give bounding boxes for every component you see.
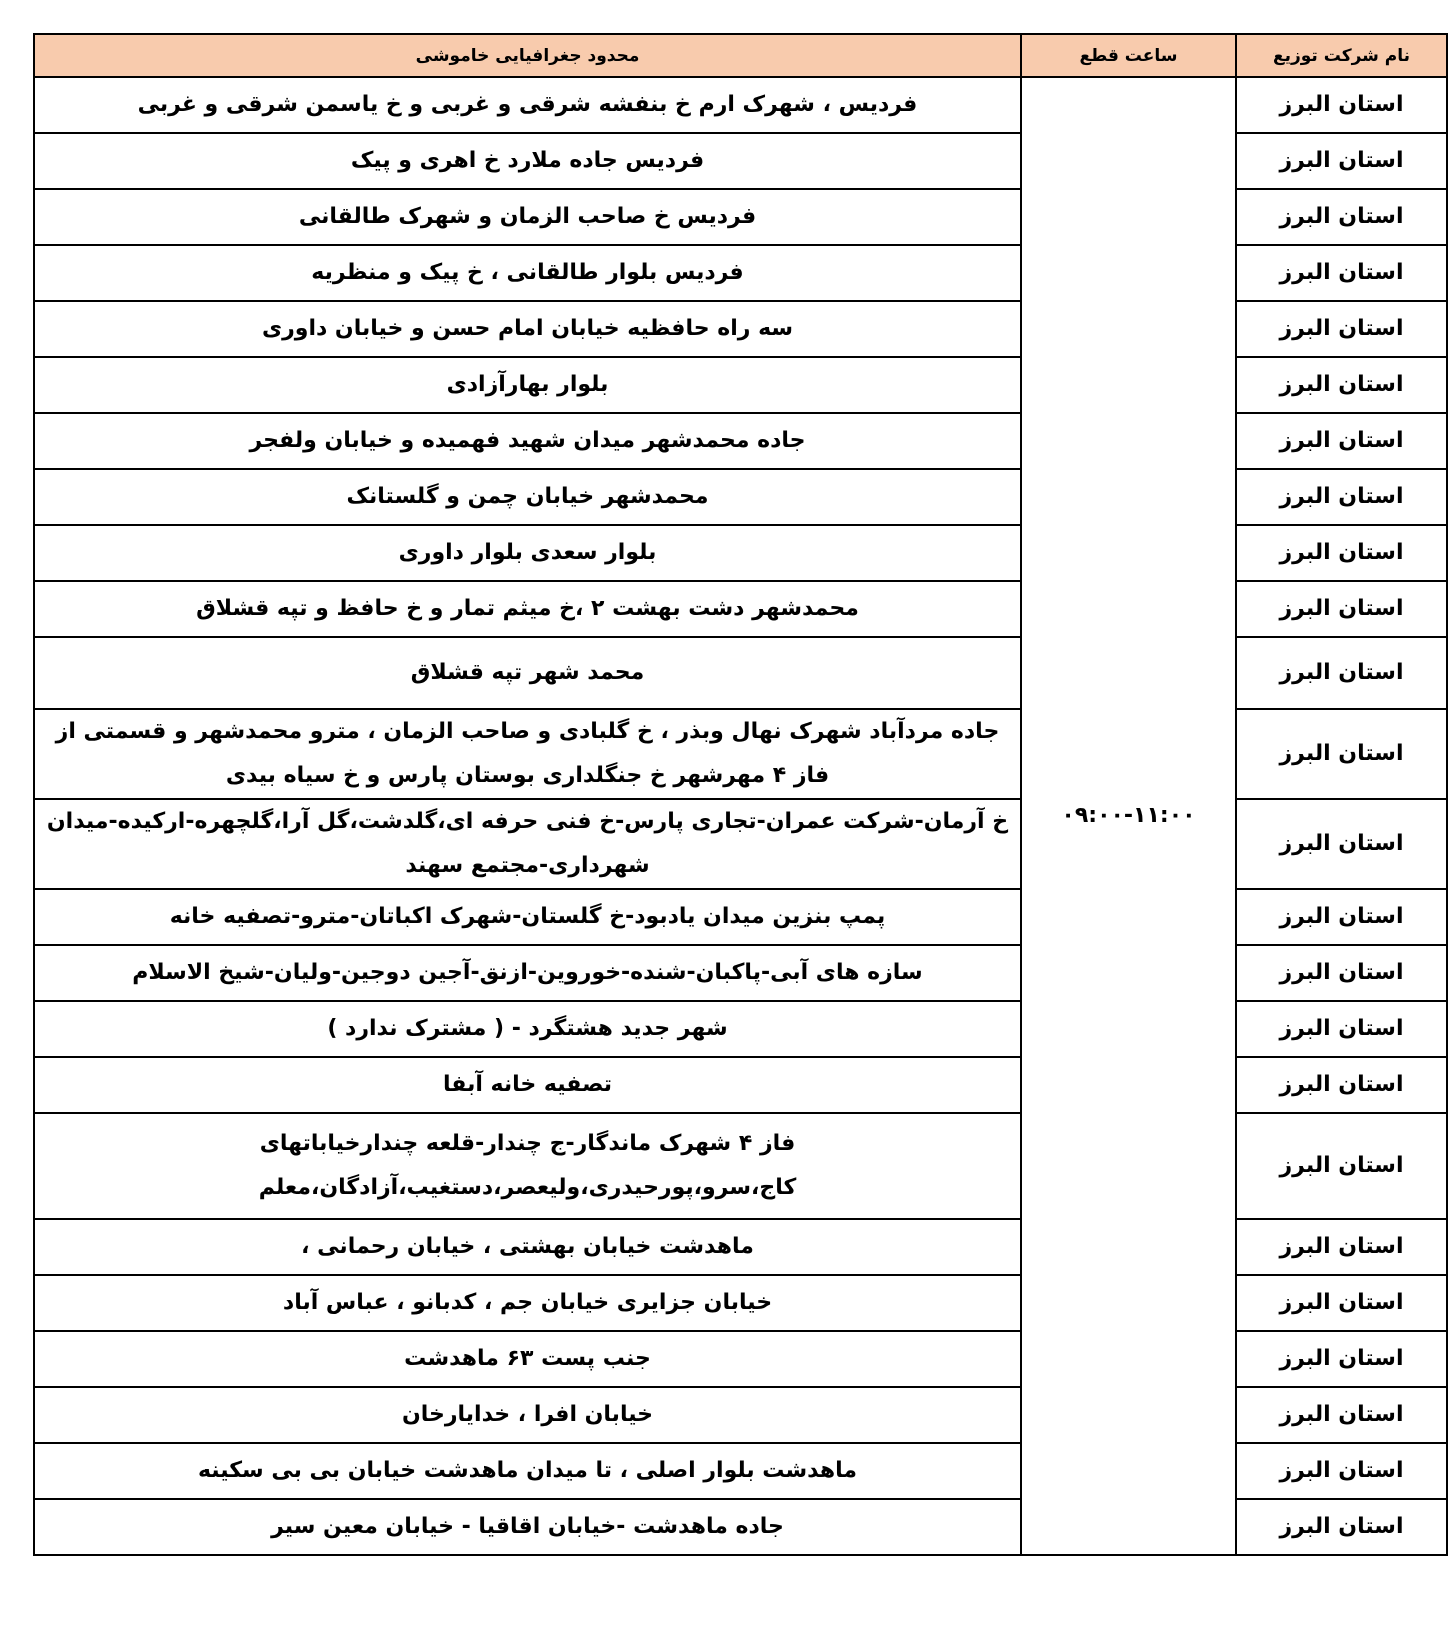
area-cell: ماهدشت بلوار اصلی ، تا میدان ماهدشت خیابان بی بی سکینه bbox=[34, 1443, 1021, 1499]
header-time: ساعت قطع bbox=[1021, 34, 1236, 77]
header-row bbox=[34, 34, 1447, 77]
company-cell: استان البرز bbox=[1236, 469, 1447, 525]
header-area: محدود جغرافیایی خاموشی bbox=[34, 34, 1021, 77]
company-cell: استان البرز bbox=[1236, 1443, 1447, 1499]
company-cell: استان البرز bbox=[1236, 1001, 1447, 1057]
company-cell: استان البرز bbox=[1236, 1387, 1447, 1443]
company-cell: استان البرز bbox=[1236, 1057, 1447, 1113]
company-cell: استان البرز bbox=[1236, 301, 1447, 357]
table-row bbox=[34, 245, 1447, 301]
company-cell: استان البرز bbox=[1236, 1331, 1447, 1387]
company-cell: استان البرز bbox=[1236, 1499, 1447, 1555]
area-cell: محمدشهر خیابان چمن و گلستانک bbox=[34, 469, 1021, 525]
area-cell: خ آرمان-شرکت عمران-تجاری پارس-خ فنی حرفه ای،گلدشت،گل آرا،گلچهره-ارکیده-میدان شهرداری-مجتمع سهند bbox=[34, 799, 1021, 889]
outage-table bbox=[33, 33, 1448, 1556]
company-cell: استان البرز bbox=[1236, 525, 1447, 581]
table-row bbox=[34, 469, 1447, 525]
area-cell: فاز ۴ شهرک ماندگار-ج چندار-قلعه چندارخیاباتهای کاج،سرو،پورحیدری،ولیعصر،دستغیب،آزادگان،معلم bbox=[34, 1113, 1021, 1219]
table-row bbox=[34, 1275, 1447, 1331]
table-row bbox=[34, 637, 1447, 709]
area-cell: سه راه حافظیه خیابان امام حسن و خیابان داوری bbox=[34, 301, 1021, 357]
company-cell: استان البرز bbox=[1236, 77, 1447, 133]
area-cell: خیابان افرا ، خدایارخان bbox=[34, 1387, 1021, 1443]
table-row bbox=[34, 1499, 1447, 1555]
table-row bbox=[34, 413, 1447, 469]
area-cell: جنب پست ۶۳ ماهدشت bbox=[34, 1331, 1021, 1387]
area-cell: سازه های آبی-پاکبان-شنده-خوروین-ازنق-آجین دوجین-ولیان-شیخ الاسلام bbox=[34, 945, 1021, 1001]
area-cell: بلوار سعدی بلوار داوری bbox=[34, 525, 1021, 581]
company-cell: استان البرز bbox=[1236, 413, 1447, 469]
area-cell: جاده ماهدشت -خیابان اقاقیا - خیابان معین سیر bbox=[34, 1499, 1021, 1555]
company-cell: استان البرز bbox=[1236, 1113, 1447, 1219]
table-row bbox=[34, 581, 1447, 637]
header-company: نام شرکت توزیع bbox=[1236, 34, 1447, 77]
company-cell: استان البرز bbox=[1236, 709, 1447, 799]
area-cell: جاده محمدشهر میدان شهید فهمیده و خیابان ولفجر bbox=[34, 413, 1021, 469]
table-row bbox=[34, 1057, 1447, 1113]
table-row bbox=[34, 133, 1447, 189]
table-row bbox=[34, 945, 1447, 1001]
area-cell: تصفیه خانه آبفا bbox=[34, 1057, 1021, 1113]
company-cell: استان البرز bbox=[1236, 799, 1447, 889]
area-cell: جاده مردآباد شهرک نهال وبذر ، خ گلبادی و صاحب الزمان ، مترو محمدشهر و قسمتی از فاز ۴ مهرشهر خ جنگلداری بوستان پارس و خ سیاه بیدی bbox=[34, 709, 1021, 799]
table-row bbox=[34, 889, 1447, 945]
table-row bbox=[34, 709, 1447, 799]
table-row bbox=[34, 1219, 1447, 1275]
table-row bbox=[34, 799, 1447, 889]
area-cell: فردیس خ صاحب الزمان و شهرک طالقانی bbox=[34, 189, 1021, 245]
table-row bbox=[34, 189, 1447, 245]
table-row bbox=[34, 301, 1447, 357]
area-cell: محمد شهر تپه قشلاق bbox=[34, 637, 1021, 709]
company-cell: استان البرز bbox=[1236, 581, 1447, 637]
table-row bbox=[34, 357, 1447, 413]
area-cell: پمپ بنزین میدان یادبود-خ گلستان-شهرک اکباتان-مترو-تصفیه خانه bbox=[34, 889, 1021, 945]
area-cell: فردیس بلوار طالقانی ، خ پیک و منظریه bbox=[34, 245, 1021, 301]
area-cell: شهر جدید هشتگرد - ( مشترک ندارد ) bbox=[34, 1001, 1021, 1057]
company-cell: استان البرز bbox=[1236, 637, 1447, 709]
company-cell: استان البرز bbox=[1236, 889, 1447, 945]
company-cell: استان البرز bbox=[1236, 245, 1447, 301]
area-cell: محمدشهر دشت بهشت ۲ ،خ میثم تمار و خ حافظ و تپه قشلاق bbox=[34, 581, 1021, 637]
table-body bbox=[34, 77, 1447, 1555]
outage-time-cell: ۰۹:۰۰-۱۱:۰۰ bbox=[1021, 77, 1236, 1555]
company-cell: استان البرز bbox=[1236, 189, 1447, 245]
table-row bbox=[34, 1001, 1447, 1057]
area-cell: ماهدشت خیابان بهشتی ، خیابان رحمانی ، bbox=[34, 1219, 1021, 1275]
company-cell: استان البرز bbox=[1236, 357, 1447, 413]
table-row bbox=[34, 1331, 1447, 1387]
company-cell: استان البرز bbox=[1236, 133, 1447, 189]
company-cell: استان البرز bbox=[1236, 1219, 1447, 1275]
company-cell: استان البرز bbox=[1236, 945, 1447, 1001]
company-cell: استان البرز bbox=[1236, 1275, 1447, 1331]
table-row bbox=[34, 1443, 1447, 1499]
table-row bbox=[34, 1113, 1447, 1219]
area-cell: فردیس جاده ملارد خ اهری و پیک bbox=[34, 133, 1021, 189]
table-row bbox=[34, 525, 1447, 581]
table-row bbox=[34, 1387, 1447, 1443]
area-cell: فردیس ، شهرک ارم خ بنفشه شرقی و غربی و خ یاسمن شرقی و غربی bbox=[34, 77, 1021, 133]
area-cell: بلوار بهارآزادی bbox=[34, 357, 1021, 413]
table-row bbox=[34, 77, 1447, 133]
area-cell: خیابان جزایری خیابان جم ، کدبانو ، عباس آباد bbox=[34, 1275, 1021, 1331]
